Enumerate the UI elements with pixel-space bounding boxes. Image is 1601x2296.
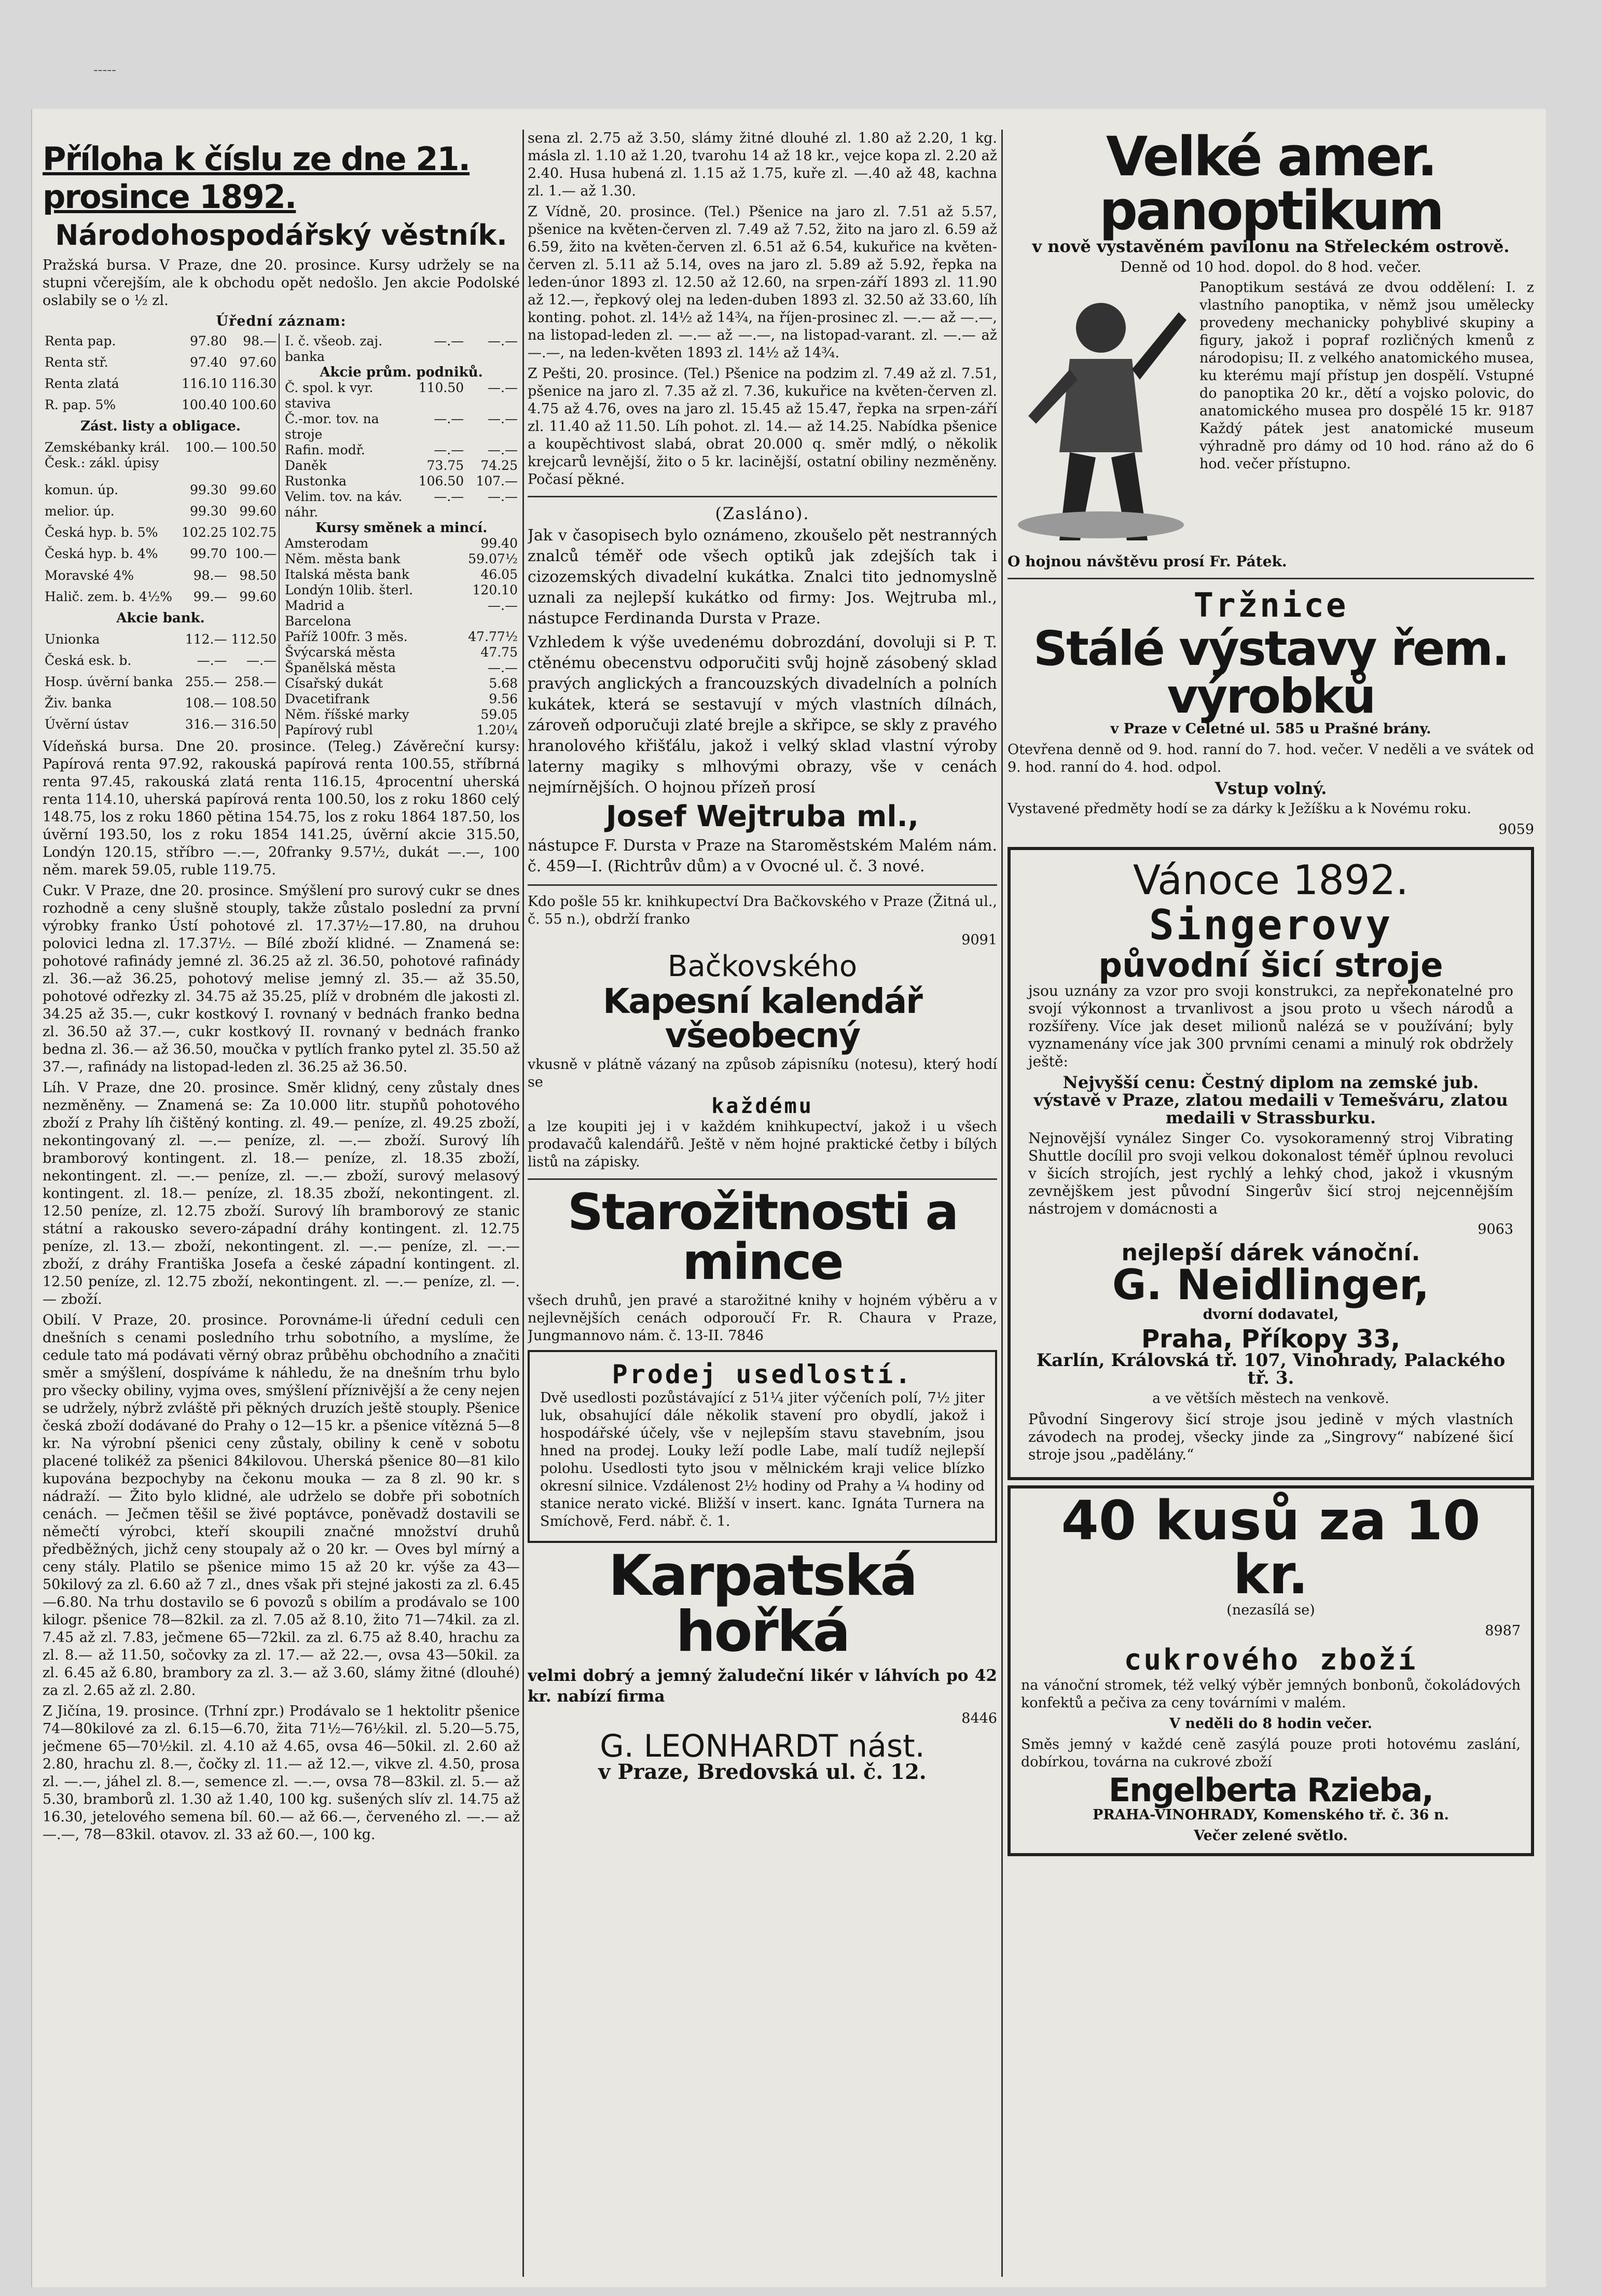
kurs-label: Renta stř.	[45, 355, 108, 370]
singer-text-3: Původní Singerovy šicí stroje jsou jedině v mých vlastních závodech na prodej, všecky jinde za „Singrovy“ nabízené šicí stroje jsou „padělány.“	[1028, 1411, 1513, 1463]
supplement-title: Příloha k číslu ze dne 21. prosince 1892.	[43, 140, 470, 216]
kurs-label: Madrid a Barcelona	[285, 598, 352, 629]
cukr-text: na vánoční stromek, též velký výběr jemných bonbonů, čokoládových konfektů a pečiva za ceny továrními v malém.	[1021, 1677, 1521, 1711]
praha-address: Praha, Příkopy 33,	[1141, 1325, 1401, 1354]
kurs-row	[283, 365, 520, 380]
kurs-value	[417, 598, 466, 629]
kurs-label: I. č. všeob. zaj. banka	[285, 333, 383, 364]
kurs-value: 99.60	[239, 482, 277, 498]
stale-hours: Otevřena denně od 9. hod. ranní do 7. hod. večer. V neděli a ve svátek od 9. hod. ranní do 4. hod. odpol.	[1007, 742, 1534, 775]
divider	[1007, 578, 1534, 579]
kurs-row	[283, 722, 520, 738]
kurs-label: Úvěrní ústav	[45, 716, 129, 732]
kurs-value: —.—	[488, 598, 518, 613]
kurs-value: 5.68	[489, 676, 518, 691]
kurs-value: 112.50	[231, 631, 277, 647]
header-note: -----	[93, 62, 116, 78]
cukr-text-2: Směs jemný v každé ceně zasýlá pouze proti hotovému zaslání, dobírkou, továrna na cukrové zboží	[1021, 1736, 1521, 1770]
kurs-value: 99.60	[239, 504, 277, 519]
kurs-value	[417, 660, 466, 676]
kurs-label: R. pap. 5%	[45, 397, 116, 413]
kurs-label: Živ. banka	[45, 695, 112, 711]
kurs-label: Česká hyp. b. 4%	[45, 546, 158, 562]
kurs-label: Moravské 4%	[45, 567, 134, 583]
lih-paragraph: Líh. V Praze, dne 20. prosince. Směr klidný, ceny zůstaly dnes nezměněny. — Znamená se: Za 10.000 litr. stupňů pohotového zboží z Prahy líh čištěný konting. zl. 49.— peníze, zl. 49.25 zboží, nekontingovaný zl. —.— peníze, zl. —.— zboží. Surový líh bramborový kontingent. zl. 18.— peníze, zl. 18.35 zboží, nekontingent. zl. —.— peníze, zl. —.— zboží, surový melasový kontingent. zl. 18.— peníze, zl. 18.35 zboží, nekontingent. zl. 12.50 peníze, zl. 12.75 zboží. Surový líh bramborový ze stanic státní a rakousko severo-západní dráhy kontingent. zl. 12.75 peníze, zl. 13.— zboží, nekontingent. zl. —.— peníze, zl. —.— zboží, z dráhy Františka Josefa a české západní kontingent. zl. 12.50 peníze, zl. 12.75 zboží, nekontingent. zl. —.— peníze, zl. —.— zboží.	[43, 1080, 520, 1307]
kurs-row	[283, 691, 520, 707]
kurs-label: Něm. města bank	[285, 551, 401, 566]
kurs-row	[43, 504, 279, 525]
kurs-label: Akcie bank.	[116, 610, 205, 626]
kurs-label: Česká hyp. b. 5%	[45, 525, 158, 540]
kurs-value: 97.80	[189, 333, 227, 349]
kurs-label: Španělská města	[285, 660, 396, 675]
firm-name: Josef Wejtruba ml.,	[605, 800, 919, 833]
kurs-value: 112.—	[185, 631, 227, 647]
kurs-value: 108.—	[185, 695, 227, 711]
kurs-row	[43, 589, 279, 610]
panoptikum-subtitle: v nově vystavěném pavilonu na Střeleckém ostrově.	[1032, 236, 1510, 256]
kurs-value: 100.—	[234, 546, 277, 562]
kurs-value: 316.—	[185, 716, 227, 732]
kurs-row	[43, 376, 279, 397]
kurs-value: 100.40	[182, 397, 227, 413]
kurs-value: 74.25	[480, 458, 518, 473]
kurs-row	[283, 520, 520, 536]
kusu-title: 40 kusů za 10 kr.	[1061, 1489, 1481, 1606]
kurs-value: 99.40	[480, 536, 518, 551]
kurs-label: Něm. říšské marky	[285, 707, 409, 722]
stale-number: 9059	[1498, 822, 1534, 838]
kurs-row	[283, 598, 520, 629]
kurs-row	[283, 333, 520, 365]
panoptikum-text: Panoptikum sestává ze dvou oddělení: I. z vlastního panoptika, v němž jsou umělecky provedeny mechanicky pohyblivé skupiny a figury, jakož i popraf rozličných kmenů z národopisu; II. z velkého anatomického musea, ku kterému mají přístup jen dospělí. Vstupné do panoptika 20 kr., dětí a vojsko polovic, do anatomického musea pro dospělé 15 kr. 9187 Každý pátek jest anatomické museum výhradně pro dámy od 10 hod. ráno až do 6 hod. večer přístupno.	[1199, 280, 1534, 472]
kurs-value: 100.60	[231, 397, 277, 413]
kurs-row	[43, 419, 279, 440]
kurs-row	[43, 568, 279, 589]
kurs-value: —.—	[434, 489, 464, 504]
panoptikum-title: Velké amer. panoptikum	[1099, 130, 1443, 242]
kurs-value: 98.—	[193, 567, 227, 583]
darek-vanocni: nejlepší dárek vánoční.	[1121, 1240, 1420, 1266]
kurs-value: 1.20¼	[476, 722, 518, 737]
kurs-value: 102.25	[182, 525, 227, 540]
praha-branches: Karlín, Královská tř. 107, Vinohrady, Palackého tř. 3.	[1036, 1350, 1506, 1388]
zaslano-text: Jak v časopisech bylo oznámeno, zkoušelo pět nestranných znalců téměř ode všech optiků jak zdejších tak i cizozemských divadelní kukátka. Znalci tito jednomyslně uznali za nejlepší kukátko od firmy: Jos. Wejtruba ml., nástupce Ferdinanda Dursta v Praze.	[528, 526, 997, 628]
kurs-label: Renta zlatá	[45, 376, 119, 392]
panoptikum-hours: Denně od 10 hod. dopol. do 8 hod. večer.	[1120, 258, 1421, 275]
kurs-value: —.—	[488, 660, 518, 675]
rzieba-footer: Večer zelené světlo.	[1194, 1828, 1348, 1844]
obili-paragraph: Obilí. V Praze, 20. prosince. Porovnáme-li úřední ceduli cen dnešních s cenami posledního trhu sobotního, a myslíme, že cedule tato má podávati věrný obraz průběhu obchodního a značiti směr a smýšlení, dospíváme k náhledu, že na dnešním trhu bylo pro všecky obiliny, vyjma oves, smýšlení příznivější a že ceny nejen se udržely, nýbrž zvláště při pěkných druzích ještě stouply. Pšenice česká zboží dodávané do Prahy o 12—15 kr. a pšenice vítězná 5—8 kr. Na výrobní pšenici ceny zůstaly, obiliny k ceně v sobotu placené tolikéž za pšenici 84kilovou. Uherská pšenice 80—81 kilo kupována bezpochyby na čekonu mouka — za 8 zl. 90 kr. s nádraží. — Žito bylo klidné, ale udrželo se dobře při sobotních cenách. — Ječmen těšil se živé poptávce, poněvadž dostavili se němečtí výrobci, kteří skoupili značné množství druhů předběžných, jichž ceny stoupaly až o 20 kr. — Oves byl mírný a ceny stály. Platilo se pšenice mimo 15 až 20 kr. výše za 43—50kilový za zl. 6.60 až 7 zl., dnes však při stejné jakosti za zl. 6.45—6.80. Na trhu dostavilo se 6 povozů s obilím a prodávalo se 100 kilogr. pšenice 78—82kil. za zl. 7.05 až 8.10, žito 71—74kil. za zl. 7.45 až zl. 7.83, ječmene 65—72kil. za zl. 6.75 až 8.40, hrachu za zl. 8.— až 11.50, sočovky za zl. 17.— až 22.—, ovsa 43—50kil. za zl. 6.45 až 6.80, brambory za zl. 3.— až 3.60, slámy žitné (dlouhé) za zl. 2.65 až zl. 2.80.	[43, 1312, 520, 1699]
kalendar-intro: Kdo pošle 55 kr. knihkupectví Dra Bačkovského v Praze (Žitná ul., č. 55 n.), obdrží franko	[528, 894, 997, 927]
kurs-row	[283, 442, 520, 458]
column-3	[1007, 130, 1534, 2277]
kurs-value: 59.07½	[468, 551, 518, 566]
kurs-row	[283, 582, 520, 598]
stale-text: Vystavené předměty hodí se za dárky k Ježíšku a k Novému roku.	[1007, 801, 1471, 817]
singer-text: jsou uznány za vzor pro svoji konstrukci, za nepřekonatelné pro svojí výkonnost a trvanlivost a jsou proto u všech národů a rozšířeny. Více jak deset milionů nalézá se v používání; byly vyznamenány více jak 300 prvními cenami a minulý rok obdržely ještě:	[1028, 982, 1513, 1070]
stale-vystavy-title: Stálé výstavy řem. výrobků	[1033, 621, 1509, 724]
kurs-value: 99.60	[239, 589, 277, 604]
kurs-label: Renta pap.	[45, 333, 116, 349]
kurs-value: 100.—	[185, 440, 227, 455]
kurs-value	[417, 676, 466, 691]
kurs-row	[43, 355, 279, 376]
kurs-value: —.—	[246, 652, 277, 668]
kurs-row	[43, 546, 279, 567]
kurs-row	[43, 674, 279, 695]
kurs-value: —.—	[488, 333, 518, 349]
kurs-label: Paříž 100fr. 3 měs.	[285, 629, 408, 644]
kurs-row	[283, 380, 520, 411]
trznice-title: Tržnice	[1193, 587, 1348, 625]
singer-text-2: Nejnovější vynález Singer Co. vysokoramenný stroj Vibrating Shuttle docílil pro svoji velkou dokonalost téměř úplnou revoluci v šicích strojích, jest rychlý a lehký chod, jakož i vkusným zevnějškem jest původní Singerův šicí stroj nejcennějším nástrojem v domácnosti a	[1028, 1130, 1513, 1217]
leonhardt-address: v Praze, Bredovská ul. č. 12.	[598, 1760, 927, 1784]
kurs-label: Zást. listy a obligace.	[80, 419, 241, 435]
divider	[528, 496, 997, 497]
kurs-value: 316.50	[231, 716, 277, 732]
kurs-row	[283, 551, 520, 567]
kurs-value: 97.60	[239, 355, 277, 370]
kurs-value	[417, 707, 466, 722]
kalendar-text-2: a lze koupiti jej i v každém knihkupectví, jakož i u všech prodavačů kalendářů. Ještě v něm hojné praktické četby i bílých listů na zápisky.	[528, 1119, 997, 1170]
kurs-value: 116.30	[231, 376, 277, 392]
newspaper-page	[31, 109, 1546, 2287]
kurs-value: 46.05	[480, 567, 518, 582]
kurs-table-left	[43, 333, 280, 738]
market-continued: sena zl. 2.75 až 3.50, slámy žitné dlouhé zl. 1.80 až 2.20, 1 kg. másla zl. 1.10 až 1.20, tvarohu 14 až 18 kr., vejce kopa zl. 2.20 až 2.40. Husa hubená zl. 1.15 až 1.75, kuře zl. —.40 až 48, kachna zl. 1.— až 1.30.	[528, 130, 997, 199]
kurs-value: 106.50	[418, 474, 464, 489]
kurs-value: 99.70	[189, 546, 227, 562]
column-2	[528, 130, 997, 2277]
vstup-volny: Vstup volný.	[1214, 778, 1327, 798]
prodej-text: Dvě usedlosti pozůstávající z 51¼ jiter výčeních polí, 7½ jiter luk, obsahující dále několik stavení pro obydlí, jakož i hospodářské účely, vše v nejlepším stavu stavebním, jsou hned na prodej. Louky leží podle Labe, malí tudíž nejlepší polohu. Usedlosti tyto jsou v mělnickém kraji velice blízko okresní silnice. Vzdálenost 2½ hodiny od Prahy a ¼ hodiny od stanice nerato vické. Bližší v insert. kanc. Ignáta Turnera na Smíchově, Ferd. nábř. č. 1.	[540, 1390, 985, 1529]
kurs-title: Úřední záznam:	[216, 313, 347, 329]
kurs-label: Švýcarská města	[285, 645, 396, 660]
pest-paragraph: Z Pešti, 20. prosince. (Tel.) Pšenice na podzim zl. 7.49 až zl. 7.51, pšenice na jaro zl. 7.35 až zl. 7.36, kukuřice na květen-červen zl. 4.75 až 4.76, oves na jaro zl. 15.45 až 15.47, řepka na srpen-září zl. 11.40 až 11.50. Líh pohot. zl. 14.— až 14.25. Nabídka pšenice a koupěchtivost slabá, obrat 20.000 q. směr mdlý, o několik krejcarů levnější, žito o 5 kr. lacinější, ostatní obiliny nezměněny. Počasí pěkné.	[528, 366, 997, 488]
kurs-value: 100.50	[231, 440, 277, 455]
panoptikum-footer: O hojnou návštěvu prosí Fr. Pátek.	[1007, 553, 1287, 570]
zaslano-heading: (Zasláno).	[715, 504, 810, 523]
kurs-row	[43, 717, 279, 738]
kurs-value: 99.—	[193, 589, 227, 604]
karpatska-number: 8446	[961, 1710, 997, 1727]
kurs-row	[43, 653, 279, 674]
kurs-row	[283, 474, 520, 489]
magician-illustration	[1007, 281, 1194, 551]
kurs-row	[283, 660, 520, 676]
prodej-title: Prodej usedlostí.	[612, 1359, 913, 1389]
kusu-number: 8987	[1485, 1623, 1521, 1639]
kurs-value: —.—	[488, 442, 518, 457]
kurs-value: 59.05	[480, 707, 518, 722]
kurs-label: Daněk	[285, 458, 327, 473]
singer-subtitle: původní šicí stroje	[1098, 947, 1443, 985]
kurs-label: Velim. tov. na káv. náhr.	[285, 489, 403, 520]
leonhardt-name: G. LEONHARDT nást.	[600, 1728, 925, 1764]
divider	[528, 1178, 997, 1180]
kurs-value: —.—	[434, 333, 464, 349]
kurs-row	[43, 632, 279, 653]
kurs-row	[283, 707, 520, 722]
singer-award: Nejvyšší cenu: Čestný diplom na zemské jub. výstavě v Praze, zlatou medaili v Temešváru, zlatou medaili v Strassburku.	[1033, 1073, 1508, 1128]
neidlinger-name: G. Neidlinger,	[1112, 1261, 1430, 1309]
kurs-value: 110.50	[418, 380, 464, 395]
jicin-paragraph: Z Jičína, 19. prosince. (Trhní zpr.) Prodávalo se 1 hektolitr pšenice 74—80kilové za zl. 6.15—6.70, žita 71½—76½kil. zl. 5.20—5.75, ječmene 65—70½kil. zl. 4.10 až 4.65, ovsa 46—50kil. zl. 2.60 až 2.80, hrachu zl. 8.—, čočky zl. 11.— až 12.—, vikve zl. 4.50, prosa zl. —.—, jáhel zl. 8.—, semence zl. —.—, ovsa 78—83kil. zl. 5.— až 5.30, bramborů zl. 1.30 až 1.40, 100 kg. sušených slív zl. 14.75 až 16.30, jetelového semena bíl. 60.— až 66.—, červeného zl. —.— až —.—, 78—83kil. otavov. zl. 33 až 60.—, 100 kg.	[43, 1703, 520, 1843]
kalendar-name: Bačkovského	[667, 950, 858, 983]
kurs-row	[43, 525, 279, 546]
cukr-paragraph: Cukr. V Praze, dne 20. prosince. Smýšlení pro surový cukr se dnes rozhodně a ceny slušně stouply, takže zůstalo poslední za první výrobky franko Ústí pohotové zl. 17.37½—17.80, na druhou polovici ledna zl. 17.37½. — Bílé zboží klidné. — Znamená se: pohotové rafinády jemné zl. 36.25 až zl. 36.50, pohotové rafinády zl. 36.—až 36.25, pohotový melise jemný zl. 35.— až 35.50, pohotové odřezky zl. 34.75 až 35.25, plíž v drobném dle jakosti zl. 34.25 až 35.—, cukr kostkový I. rovnaný v bednách franko bedna zl. 36.50 až 37.—, cukr kostkový II. rovnaný v bednách franko bedna zl. 36.— až 36.50, moučka v pytlích franko pytel zl. 35.50 až 37.—, rafinády na listopad-leden zl. 36.25 až 36.50.	[43, 883, 520, 1075]
kazdemu-banner: každému	[711, 1094, 813, 1118]
kurs-label: Rafin. modř.	[285, 442, 365, 457]
cukroveho-title: cukrového zboží	[1124, 1643, 1418, 1677]
divider	[528, 884, 997, 886]
kurs-row	[283, 458, 520, 474]
column-1	[43, 130, 520, 2277]
kalendar-text: vkusně v plátně vázaný na způsob zápisníku (notesu), který hodí se	[528, 1056, 997, 1090]
bursa-paragraph: Pražská bursa. V Praze, dne 20. prosince. Kursy udržely se na stupni včerejším, ale k obchodu opět nedošlo. Jen akcie Podolské oslabily se o ½ zl.	[43, 257, 520, 309]
kurs-row	[283, 411, 520, 442]
kurs-value: 47.75	[480, 645, 518, 660]
stale-address: v Praze v Celetné ul. 585 u Prašné brány.	[1110, 721, 1431, 737]
kurs-value: 47.77½	[468, 629, 518, 644]
nedeli-text: V neděli do 8 hodin večer.	[1169, 1716, 1373, 1732]
kurs-value: —.—	[488, 411, 518, 426]
kurs-value	[417, 567, 466, 582]
kurs-value: 73.75	[426, 458, 464, 473]
kurs-value: 116.10	[182, 376, 227, 392]
kurs-table-right	[283, 333, 520, 738]
kurs-value	[417, 691, 466, 707]
kurs-row	[43, 610, 279, 632]
kurs-value: 258.—	[234, 674, 277, 689]
kalendar-title: Kapesní kalendář všeobecný	[603, 981, 922, 1055]
zaslano-text-2: Vzhledem k výše uvedenému dobrozdání, dovoluji si P. T. ctěnému obecenstvu odporučiti svůj hojně zásobený sklad pravých anglických a francouzských divadelních a polních kukátek, která se sestavují v mých vlastních dílnách, zároveň odporučuji zlaté brejle a skřipce, se skly z pravého hranolového křišťálu, jakož i velký sklad vlastní výroby laterny magiky s mlhovými obrazy, vše v cenách nejmírnějších. O hojnou přízeň prosí	[528, 633, 997, 797]
column-divider	[1001, 130, 1003, 2277]
kurs-value: —.—	[434, 411, 464, 426]
singer-number: 9063	[1478, 1221, 1513, 1237]
kurs-label: Akcie prům. podniků.	[320, 365, 483, 380]
nezasila: (nezasílá se)	[1226, 1602, 1315, 1618]
kurs-value: 99.30	[189, 504, 227, 519]
kurs-row	[43, 482, 279, 504]
kurs-label: Č.-mor. tov. na stroje	[285, 411, 379, 442]
karpatska-text: velmi dobrý a jemný žaludeční likér v láhvích po 42 kr. nabízí firma	[528, 1666, 997, 1706]
kurs-label: Dvacetifrank	[285, 691, 370, 706]
kurs-value	[417, 582, 466, 598]
kalendar-number: 9091	[961, 932, 997, 948]
kurs-label: melior. úp.	[45, 504, 115, 519]
praha-other: a ve větších městech na venkově.	[1152, 1390, 1389, 1407]
kurs-value	[417, 536, 466, 551]
kurs-value	[417, 551, 466, 567]
kurs-value: 97.40	[189, 355, 227, 370]
kurs-value: —.—	[488, 489, 518, 504]
kurs-value: 255.—	[185, 674, 227, 689]
kurs-label: Česká esk. b.	[45, 652, 132, 668]
kurs-row	[43, 333, 279, 355]
kurs-row	[283, 676, 520, 691]
kurs-row	[283, 629, 520, 645]
kurs-value: —.—	[434, 442, 464, 457]
kurs-label: Halič. zem. b. 4½%	[45, 589, 172, 604]
cukrovi-ad	[1007, 1485, 1534, 1856]
kurs-value: 102.75	[231, 525, 277, 540]
kurs-label: Papírový rubl	[285, 722, 373, 737]
kurs-value: 98.—	[243, 333, 277, 349]
kurs-value	[417, 645, 466, 660]
kurs-row	[283, 489, 520, 520]
kurs-label: komun. úp.	[45, 482, 119, 498]
kurs-row	[283, 567, 520, 582]
kurs-row	[43, 440, 279, 482]
kurs-value: —.—	[488, 380, 518, 395]
karpatska-title: Karpatská hořká	[608, 1543, 917, 1664]
kurs-label: Unionka	[45, 631, 100, 647]
kurs-row	[43, 695, 279, 717]
kurs-value: 99.30	[189, 482, 227, 498]
kurs-label: Císařský dukát	[285, 676, 383, 691]
singer-title: Singerovy	[1149, 901, 1393, 949]
kurs-value	[417, 629, 466, 645]
kurs-row	[283, 536, 520, 551]
kurs-label: Č. spol. k vyr. staviva	[285, 380, 374, 411]
kurs-value: —.—	[197, 652, 227, 668]
dvorni-dodavatel: dvorní dodavatel,	[1203, 1306, 1339, 1323]
kurs-value: 9.56	[489, 691, 518, 706]
section-title: Národohospodářský věstník.	[55, 219, 507, 252]
kurs-value: 120.10	[472, 582, 518, 597]
vanoce-title: Vánoce 1892.	[1133, 857, 1409, 904]
kurs-label: Italská města bank	[285, 567, 410, 582]
kurs-label: Rustonka	[285, 474, 347, 489]
kurs-value	[417, 722, 466, 738]
kurs-label: Zemskébanky král. Česk.: zákl. úpisy	[45, 440, 170, 471]
firm-address: nástupce F. Dursta v Praze na Staroměstském Malém nám. č. 459—I. (Richtrův dům) a v Ovocné ul. č. 3 nové.	[528, 837, 997, 875]
rzieba-name: Engelberta Rzieba,	[1108, 1771, 1433, 1809]
videnska-paragraph: Vídeňská bursa. Dne 20. prosince. (Teleg.) Závěreční kursy: Papírová renta 97.92, rakouská papírová renta 100.55, stříbrná renta 97.45, rakouská zlatá renta 116.15, 4procentní uherská renta 114.10, uherská papírová renta 100.50, los z roku 1860 celý 148.75, los z roku 1860 pětina 154.75, los z roku 1864 187.50, los úvěrní 193.50, los z roku 1854 141.25, úvěrní akcie 315.50, Londýn 120.15, stříbro —.—, 20franky 9.57½, dukát —.—, 100 něm. marek 59.05, ruble 119.75.	[43, 739, 520, 878]
rzieba-address: PRAHA-VINOHRADY, Komenského tř. č. 36 n.	[1093, 1807, 1449, 1823]
kurs-value: 108.50	[231, 695, 277, 711]
kurs-label: Hosp. úvěrní banka	[45, 674, 173, 689]
kurs-label: Amsterodam	[285, 536, 369, 551]
singer-ad	[1007, 847, 1534, 1480]
viden-paragraph: Z Vídně, 20. prosince. (Tel.) Pšenice na jaro zl. 7.51 až 5.57, pšenice na květen-červen zl. 7.49 až 7.52, žito na jaro zl. 6.59 až 6.59, žito na květen-červen zl. 6.51 až 6.54, kukuřice na květen-červen zl. 5.11 až 5.14, oves na jaro zl. 5.89 až 5.92, řepka na leden-únor 1893 zl. 12.50 až 12.60, na srpen-září 1893 zl. 11.90 až 12.—, řepkový olej na leden-duben 1893 zl. 32.50 až 33.60, líh konting. pohot. zl. 14½ až 14¾, na říjen-prosinec zl. —.— až —.—, na listopad-leden zl. —.— až —.—, na listopad-varant. zl. —.— až —.—, na leden-květen 1893 zl. 14½ až 14¾.	[528, 204, 997, 361]
prodej-box	[528, 1350, 997, 1543]
column-divider	[522, 130, 524, 2277]
kurs-value: 98.50	[239, 567, 277, 583]
kurs-label: Londýn 10lib. šterl.	[285, 582, 413, 597]
starozitnosti-text: všech druhů, jen pravé a starožitné knihy v hojném výběru a v nejlevnějších cenách odporoučí Fr. R. Chaura v Praze, Jungmannovo nám. č. 13-II. 7846	[528, 1292, 997, 1344]
kurs-row	[283, 645, 520, 660]
starozitnosti-title: Starožitnosti a mince	[567, 1183, 958, 1291]
kurs-row	[43, 397, 279, 419]
kurs-value: 107.—	[476, 474, 518, 489]
kurs-label: Kursy směnek a mincí.	[315, 520, 488, 536]
